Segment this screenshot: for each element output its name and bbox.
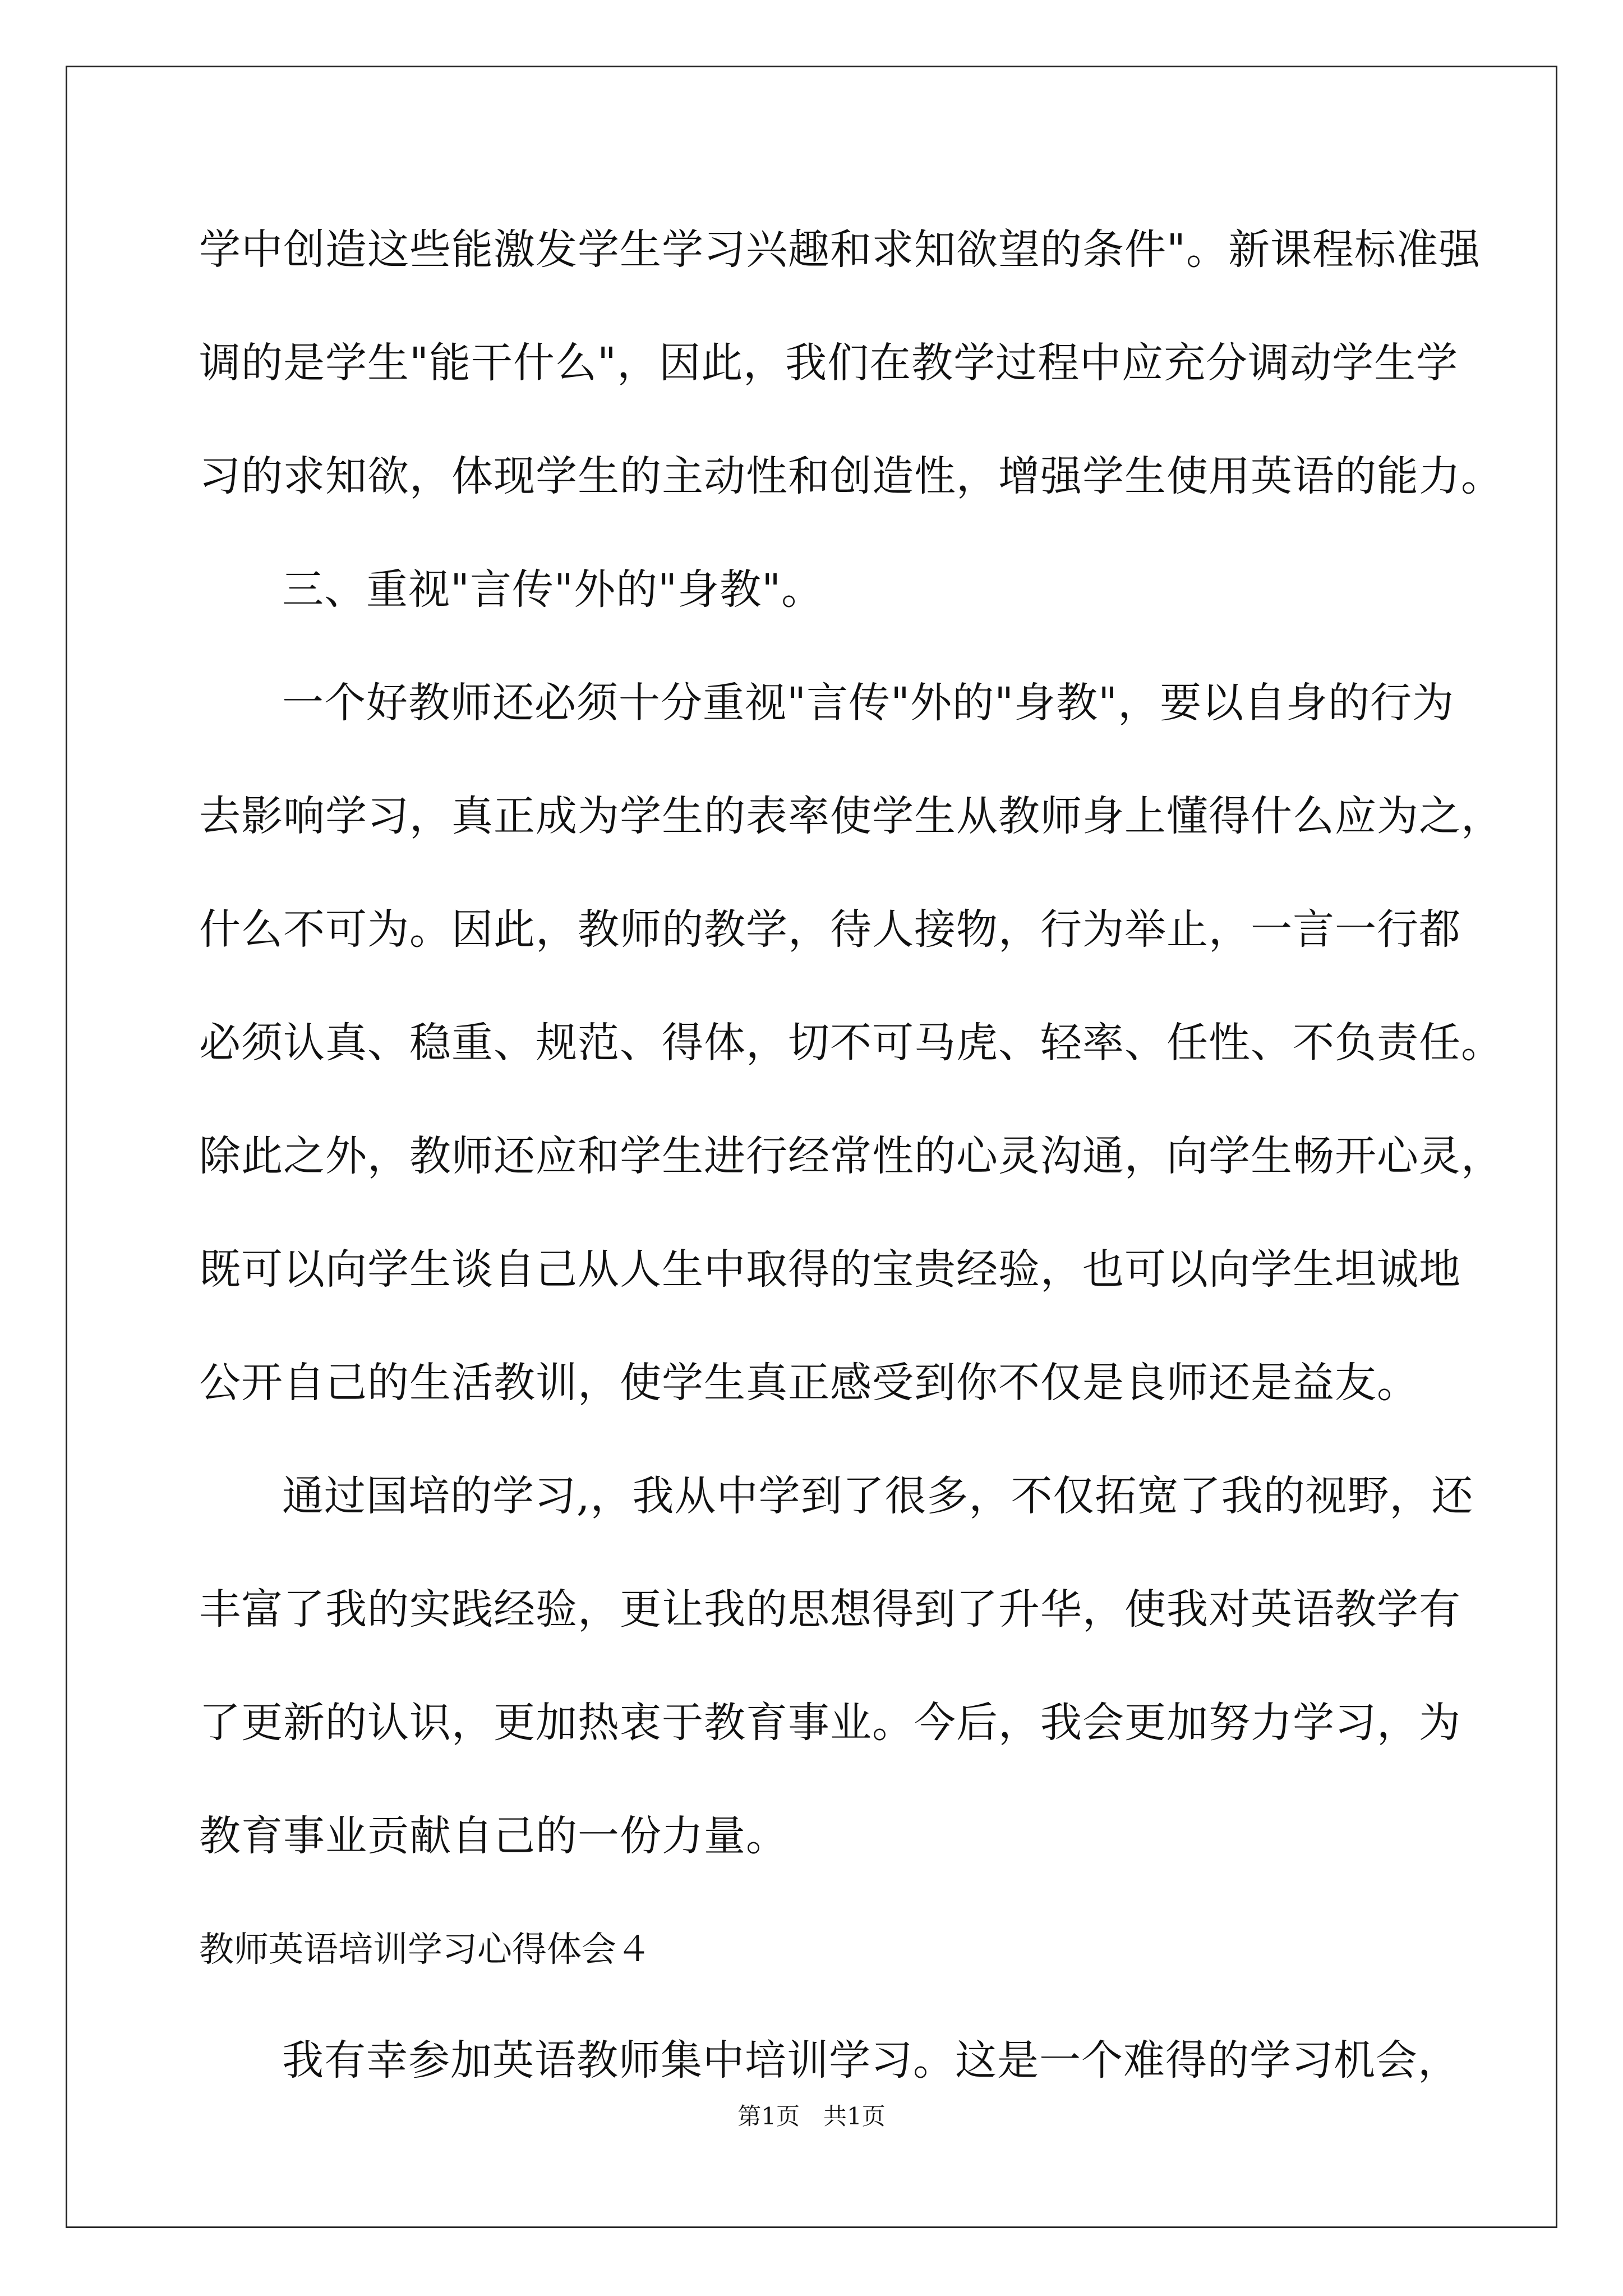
paragraph-line: 去影响学习，真正成为学生的表率使学生从教师身上懂得什么应为之， <box>199 792 1503 840</box>
paragraph-line: 必须认真、稳重、规范、得体，切不可马虎、轻率、任性、不负责任。 <box>199 1019 1503 1067</box>
paragraph-line: 什么不可为。因此，教师的教学，待人接物，行为举止，一言一行都 <box>199 905 1461 954</box>
page-number-footer: 第1页 共1页 <box>737 2102 886 2130</box>
paragraph-line: 除此之外，教师还应和学生进行经常性的心灵沟通，向学生畅开心灵， <box>199 1132 1503 1180</box>
paragraph-line: 公开自己的生活教训，使学生真正感受到你不仅是良师还是益友。 <box>199 1359 1419 1407</box>
paragraph-line: 教育事业贡献自己的一份力量。 <box>199 1812 788 1860</box>
article-title: 教师英语培训学习心得体会４ <box>199 1929 652 1970</box>
paragraph-line: 丰富了我的实践经验，更让我的思想得到了升华，使我对英语教学有 <box>199 1585 1461 1634</box>
paragraph-line: 我有幸参加英语教师集中培训学习。这是一个难得的学习机会， <box>282 2036 1460 2085</box>
paragraph-line: 既可以向学生谈自己从人生中取得的宝贵经验，也可以向学生坦诚地 <box>199 1245 1461 1294</box>
paragraph-line: 习的求知欲，体现学生的主动性和创造性，增强学生使用英语的能力。 <box>199 452 1503 500</box>
document-body <box>199 202 1503 2126</box>
paragraph-line: 学中创造这些能激发学生学习兴趣和求知欲望的条件"。新课程标准强 <box>199 226 1481 274</box>
paragraph-line: 了更新的认识，更加热衷于教育事业。今后，我会更加努力学习，为 <box>199 1699 1461 1747</box>
paragraph-line: 一个好教师还必须十分重视"言传"外的"身教"，要以自身的行为 <box>282 679 1455 727</box>
paragraph-line: 调的是学生"能干什么"，因此，我们在教学过程中应充分调动学生学 <box>199 339 1459 387</box>
paragraph-line: 通过国培的学习,，我从中学到了很多，不仅拓宽了我的视野，还 <box>282 1472 1474 1520</box>
section-heading-line: 三、重视"言传"外的"身教"。 <box>282 565 824 614</box>
